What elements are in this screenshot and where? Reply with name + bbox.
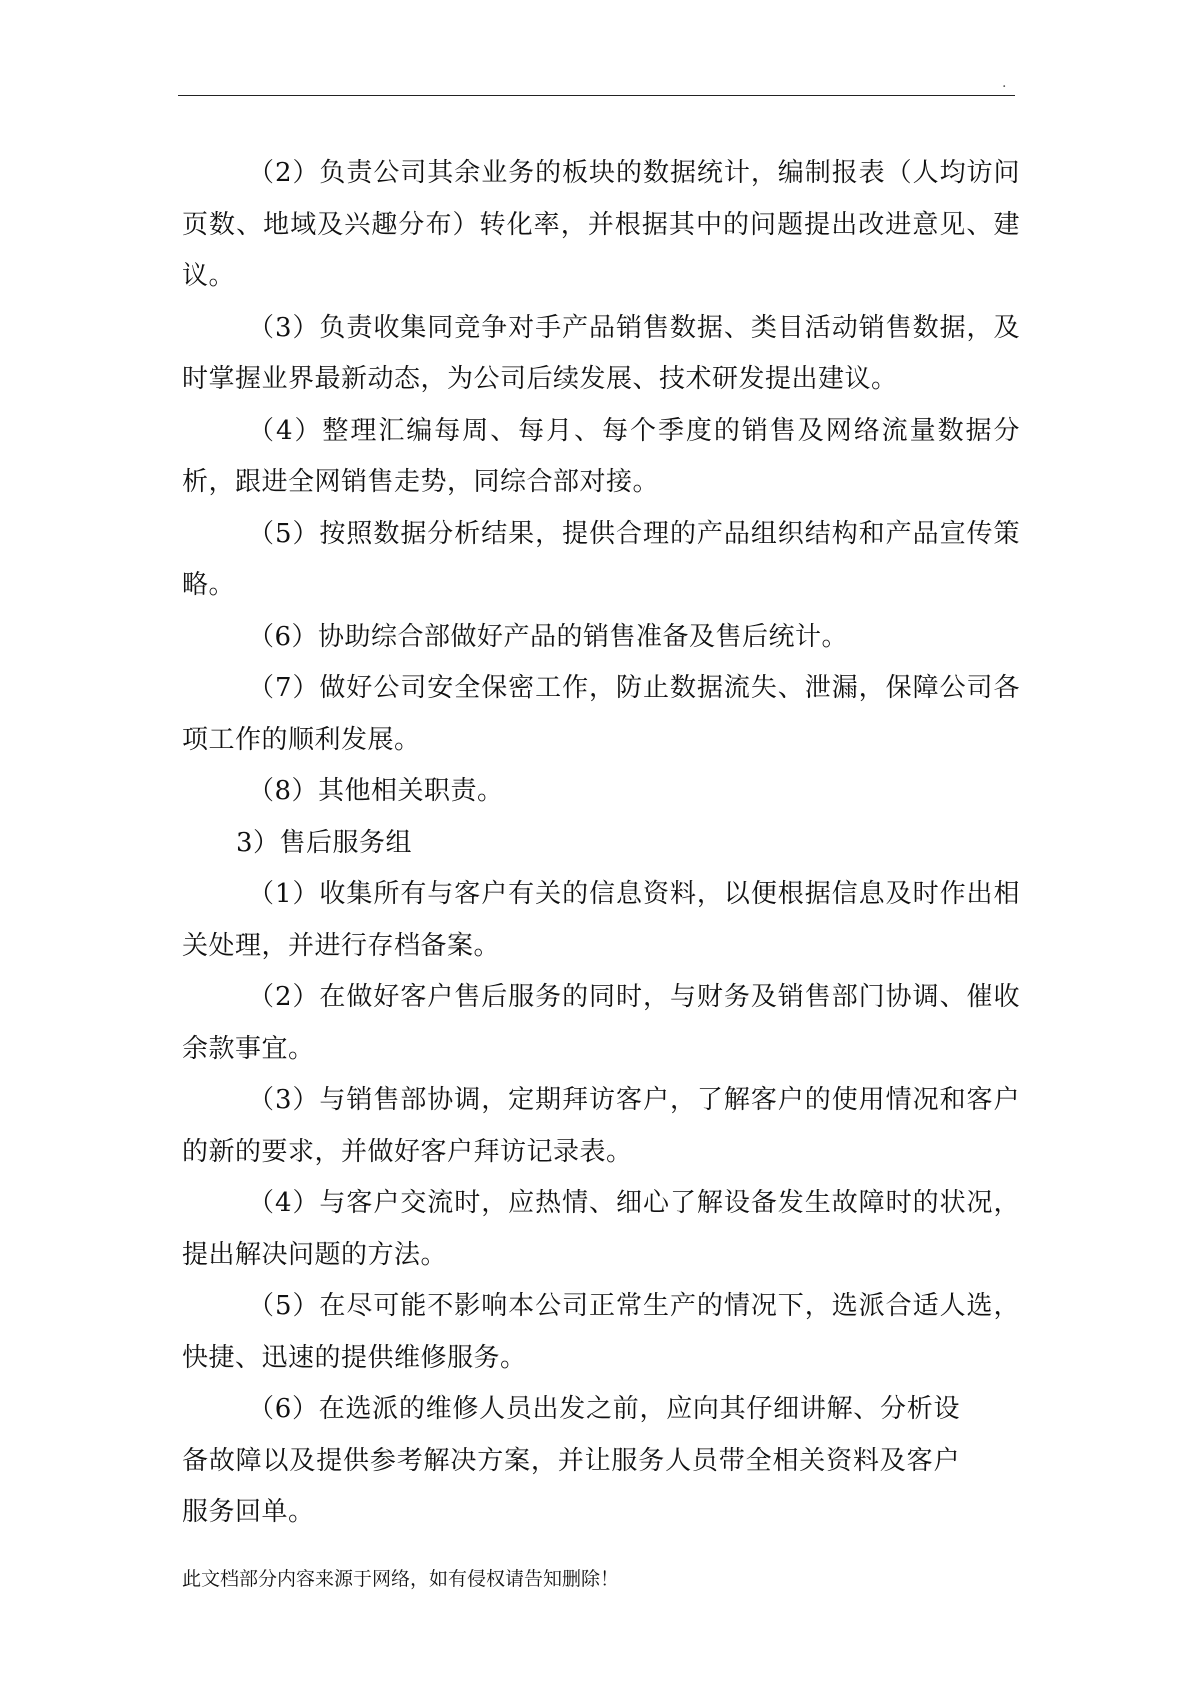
section-heading-after-sales: 3）售后服务组 [236, 827, 413, 858]
document-body [182, 148, 1020, 1539]
paragraph-sales-analysis: （4）整理汇编每周、每月、每个季度的销售及网络流量数据分析，跟进全网销售走势，同综合部对接。 [182, 415, 1020, 497]
paragraph-collect-payment: （2）在做好客户售后服务的同时，与财务及销售部门协调、催收余款事宜。 [182, 982, 1020, 1064]
paragraph-security: （7）做好公司安全保密工作，防止数据流失、泄漏，保障公司各项工作的顺利发展。 [182, 673, 1020, 755]
header-mark: . [1002, 75, 1007, 91]
paragraph-product-strategy: （5）按照数据分析结果，提供合理的产品组织结构和产品宣传策略。 [182, 518, 1020, 600]
header-divider [178, 95, 1015, 96]
paragraph-repair-briefing: （6）在选派的维修人员出发之前，应向其仔细讲解、分析设备故障以及提供参考解决方案，并让服务人员带全相关资料及客户服务回单。 [182, 1394, 960, 1527]
paragraph-collect-info: （1）收集所有与客户有关的信息资料，以便根据信息及时作出相关处理，并进行存档备案。 [182, 879, 1020, 961]
paragraph-other-duties: （8）其他相关职责。 [248, 776, 504, 806]
footer-disclaimer: 此文档部分内容来源于网络，如有侵权请告知删除！ [182, 1568, 620, 1590]
paragraph-client-communication: （4）与客户交流时，应热情、细心了解设备发生故障时的状况，提出解决问题的方法。 [182, 1188, 1020, 1270]
paragraph-assist-sales: （6）协助综合部做好产品的销售准备及售后统计。 [248, 621, 849, 652]
paragraph-visit-clients: （3）与销售部协调，定期拜访客户，了解客户的使用情况和客户的新的要求，并做好客户拜访记录表。 [182, 1085, 1020, 1167]
paragraph-repair-service: （5）在尽可能不影响本公司正常生产的情况下，选派合适人选，快捷、迅速的提供维修服务。 [182, 1291, 1020, 1373]
paragraph-data-statistics: （2）负责公司其余业务的板块的数据统计，编制报表（人均访问页数、地域及兴趣分布）转化率，并根据其中的问题提出改进意见、建议。 [182, 158, 1020, 291]
paragraph-competitor-data: （3）负责收集同竞争对手产品销售数据、类目活动销售数据，及时掌握业界最新动态，为公司后续发展、技术研发提出建议。 [182, 312, 1020, 394]
